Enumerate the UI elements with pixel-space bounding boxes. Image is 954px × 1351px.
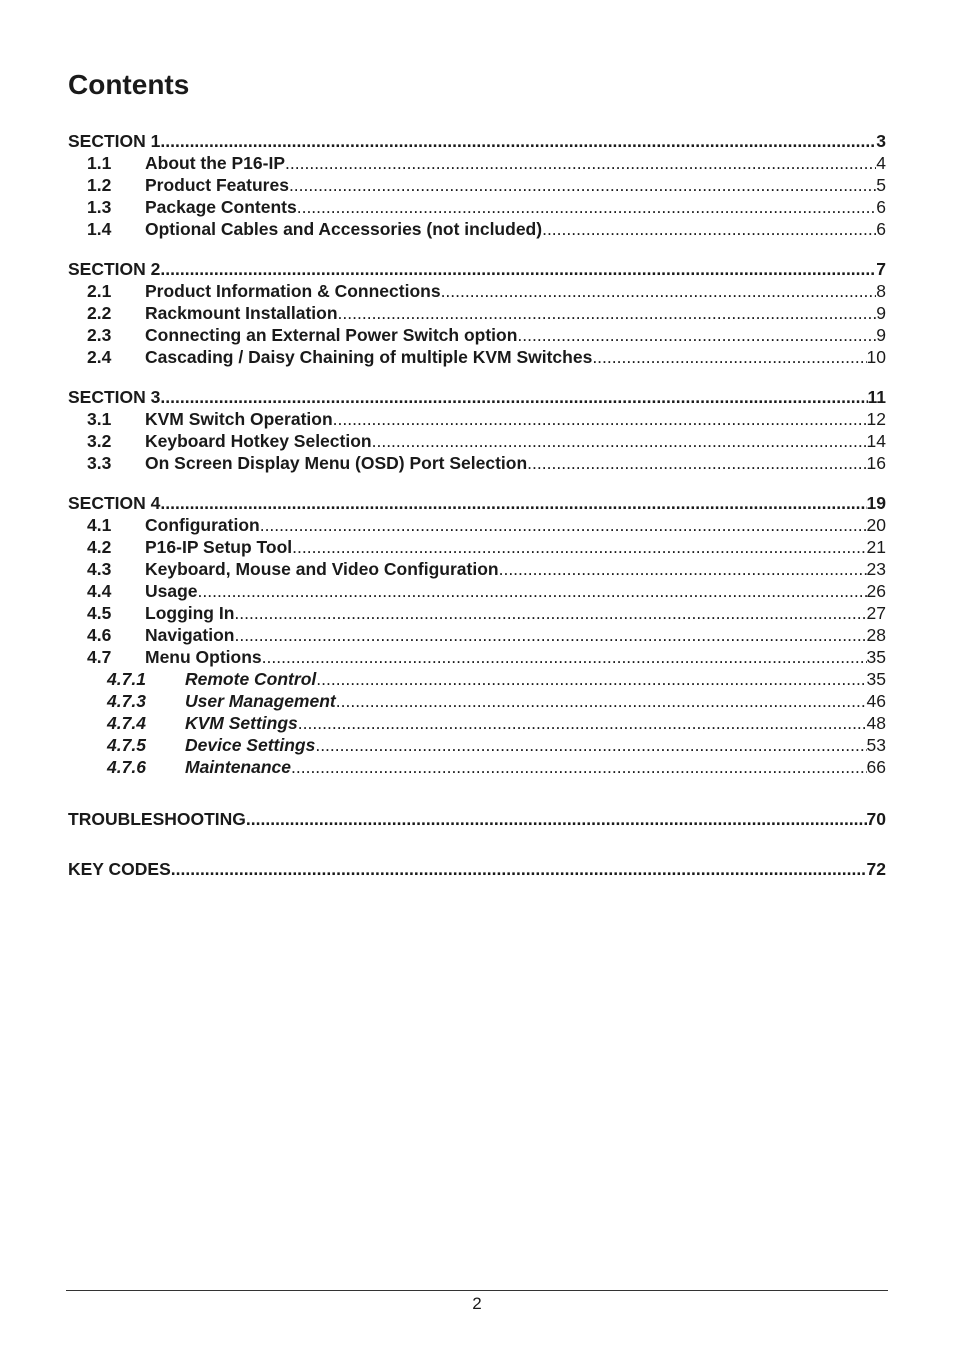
toc-dot-leader [336, 690, 867, 712]
toc-entry-number: 4.7.6 [107, 757, 146, 777]
toc-entry-title: Keyboard, Mouse and Video Configuration [145, 559, 499, 579]
toc-dot-leader [527, 452, 866, 474]
toc-entry-page: 12 [866, 409, 886, 429]
toc-entry-title: SECTION 1 [68, 131, 161, 151]
toc-entry[interactable] [68, 324, 886, 346]
toc-entry-title: Configuration [145, 515, 260, 535]
toc-entry[interactable] [68, 386, 886, 408]
toc-entry-title: About the P16-IP [145, 153, 286, 173]
toc-entry-number: 1.4 [87, 219, 112, 239]
toc-entry[interactable] [68, 492, 886, 514]
toc-dot-leader [289, 174, 876, 196]
toc-entry[interactable] [68, 218, 886, 240]
toc-entry-number: 1.2 [87, 175, 112, 195]
toc-dot-leader [291, 756, 867, 778]
toc-entry-page: 9 [876, 325, 886, 345]
toc-entry-page: 72 [866, 859, 886, 879]
toc-entry-page: 26 [866, 581, 886, 601]
toc-entry-title: TROUBLESHOOTING [68, 809, 246, 829]
table-of-contents [68, 130, 886, 880]
toc-dot-leader [441, 280, 877, 302]
toc-entry-title: Rackmount Installation [145, 303, 338, 323]
toc-dot-leader [160, 386, 867, 408]
toc-dot-leader [160, 492, 866, 514]
toc-entry-page: 23 [866, 559, 886, 579]
toc-entry[interactable] [68, 302, 886, 324]
toc-entry-number: 4.7.5 [107, 735, 146, 755]
toc-entry-title: Product Information & Connections [145, 281, 441, 301]
toc-entry-title: Maintenance [185, 757, 291, 777]
toc-entry-page: 10 [866, 347, 886, 367]
toc-entry-title: KEY CODES [68, 859, 171, 879]
page-title: Contents [68, 69, 190, 100]
toc-entry[interactable] [68, 174, 886, 196]
toc-entry-number: 4.7 [87, 647, 112, 667]
toc-dot-leader [315, 734, 866, 756]
toc-entry-number: 1.3 [87, 197, 112, 217]
toc-entry-page: 4 [876, 153, 886, 173]
toc-entry-page: 19 [866, 493, 886, 513]
toc-entry-title: KVM Switch Operation [145, 409, 333, 429]
toc-entry-number: 1.1 [87, 153, 112, 173]
toc-entry-title: Navigation [145, 625, 235, 645]
toc-entry-title: Optional Cables and Accessories (not included) [145, 219, 543, 239]
toc-entry[interactable] [68, 756, 886, 778]
toc-entry-page: 11 [867, 387, 886, 407]
toc-dot-leader [160, 258, 876, 280]
toc-dot-leader [285, 152, 876, 174]
toc-entry-title: Device Settings [185, 735, 316, 755]
toc-entry-page: 8 [876, 281, 886, 301]
toc-entry[interactable] [68, 690, 886, 712]
toc-dot-leader [517, 324, 876, 346]
toc-entry-number: 4.7.3 [107, 691, 146, 711]
toc-dot-leader [372, 430, 867, 452]
toc-entry[interactable] [68, 258, 886, 280]
toc-entry-number: 4.2 [87, 537, 112, 557]
toc-dot-leader [298, 712, 867, 734]
toc-entry-title: Remote Control [185, 669, 317, 689]
toc-entry-page: 35 [866, 669, 886, 689]
toc-entry-number: 3.1 [87, 409, 112, 429]
toc-dot-leader [592, 346, 866, 368]
toc-dot-leader [160, 130, 876, 152]
toc-entry[interactable] [68, 152, 886, 174]
toc-dot-leader [292, 536, 866, 558]
toc-entry-page: 20 [866, 515, 886, 535]
toc-dot-leader [260, 514, 867, 536]
toc-entry[interactable] [68, 808, 886, 830]
toc-entry[interactable] [68, 558, 886, 580]
toc-entry-number: 2.1 [87, 281, 112, 301]
toc-entry-title: Product Features [145, 175, 289, 195]
toc-entry-title: KVM Settings [185, 713, 298, 733]
toc-dot-leader [234, 624, 866, 646]
toc-entry-page: 21 [866, 537, 886, 557]
toc-entry-page: 16 [866, 453, 886, 473]
toc-entry[interactable] [68, 346, 886, 368]
toc-entry-page: 46 [866, 691, 886, 711]
toc-entry[interactable] [68, 858, 886, 880]
toc-entry-number: 3.2 [87, 431, 112, 451]
toc-entry-title: Keyboard Hotkey Selection [145, 431, 372, 451]
toc-entry[interactable] [68, 734, 886, 756]
toc-entry-title: SECTION 3 [68, 387, 161, 407]
toc-dot-leader [316, 668, 866, 690]
toc-entry-page: 66 [866, 757, 886, 777]
toc-dot-leader [262, 646, 867, 668]
toc-entry-number: 2.4 [87, 347, 112, 367]
toc-entry-page: 14 [866, 431, 886, 451]
footer-divider [66, 1290, 888, 1291]
toc-entry-page: 6 [876, 219, 886, 239]
toc-entry-number: 4.4 [87, 581, 112, 601]
toc-entry-number: 3.3 [87, 453, 112, 473]
toc-entry[interactable] [68, 280, 886, 302]
toc-entry-title: Menu Options [145, 647, 262, 667]
toc-entry[interactable] [68, 514, 886, 536]
toc-dot-leader [542, 218, 876, 240]
toc-entry-title: SECTION 2 [68, 259, 161, 279]
toc-dot-leader [333, 408, 867, 430]
toc-entry-title: Cascading / Daisy Chaining of multiple KVM Switches [145, 347, 593, 367]
toc-entry-page: 9 [876, 303, 886, 323]
toc-entry[interactable] [68, 130, 886, 152]
toc-entry-number: 2.3 [87, 325, 112, 345]
toc-dot-leader [234, 602, 866, 624]
toc-entry[interactable] [68, 712, 886, 734]
toc-entry-title: Connecting an External Power Switch option [145, 325, 518, 345]
page-number: 2 [472, 1294, 482, 1313]
toc-entry-page: 27 [866, 603, 886, 623]
toc-dot-leader [338, 302, 877, 324]
toc-entry[interactable] [68, 536, 886, 558]
toc-entry-number: 2.2 [87, 303, 112, 323]
toc-entry[interactable] [68, 452, 886, 474]
toc-entry-page: 48 [866, 713, 886, 733]
toc-entry-number: 4.1 [87, 515, 112, 535]
toc-dot-leader [246, 808, 867, 830]
toc-entry[interactable] [68, 430, 886, 452]
toc-entry-page: 6 [876, 197, 886, 217]
toc-entry-number: 4.3 [87, 559, 112, 579]
toc-entry-page: 7 [876, 259, 886, 279]
toc-entry[interactable] [68, 580, 886, 602]
toc-entry[interactable] [68, 624, 886, 646]
toc-dot-leader [499, 558, 867, 580]
toc-entry-page: 70 [866, 809, 886, 829]
toc-entry[interactable] [68, 602, 886, 624]
toc-entry-title: Usage [145, 581, 198, 601]
toc-entry-number: 4.7.4 [107, 713, 146, 733]
toc-entry-title: On Screen Display Menu (OSD) Port Selection [145, 453, 528, 473]
toc-dot-leader [171, 858, 867, 880]
toc-entry-title: SECTION 4 [68, 493, 161, 513]
toc-entry-title: P16-IP Setup Tool [145, 537, 293, 557]
toc-entry[interactable] [68, 196, 886, 218]
toc-entry-number: 4.7.1 [107, 669, 146, 689]
toc-entry-page: 28 [866, 625, 886, 645]
toc-entry-page: 35 [866, 647, 886, 667]
toc-entry-page: 3 [876, 131, 886, 151]
toc-entry-page: 53 [866, 735, 886, 755]
toc-entry-number: 4.5 [87, 603, 112, 623]
toc-entry-number: 4.6 [87, 625, 112, 645]
toc-dot-leader [297, 196, 877, 218]
toc-dot-leader [198, 580, 867, 602]
toc-entry-title: Package Contents [145, 197, 297, 217]
toc-entry-title: Logging In [145, 603, 235, 623]
toc-entry-title: User Management [185, 691, 336, 711]
toc-entry-page: 5 [876, 175, 886, 195]
toc-entry[interactable] [68, 646, 886, 668]
toc-entry[interactable] [68, 668, 886, 690]
toc-entry[interactable] [68, 408, 886, 430]
